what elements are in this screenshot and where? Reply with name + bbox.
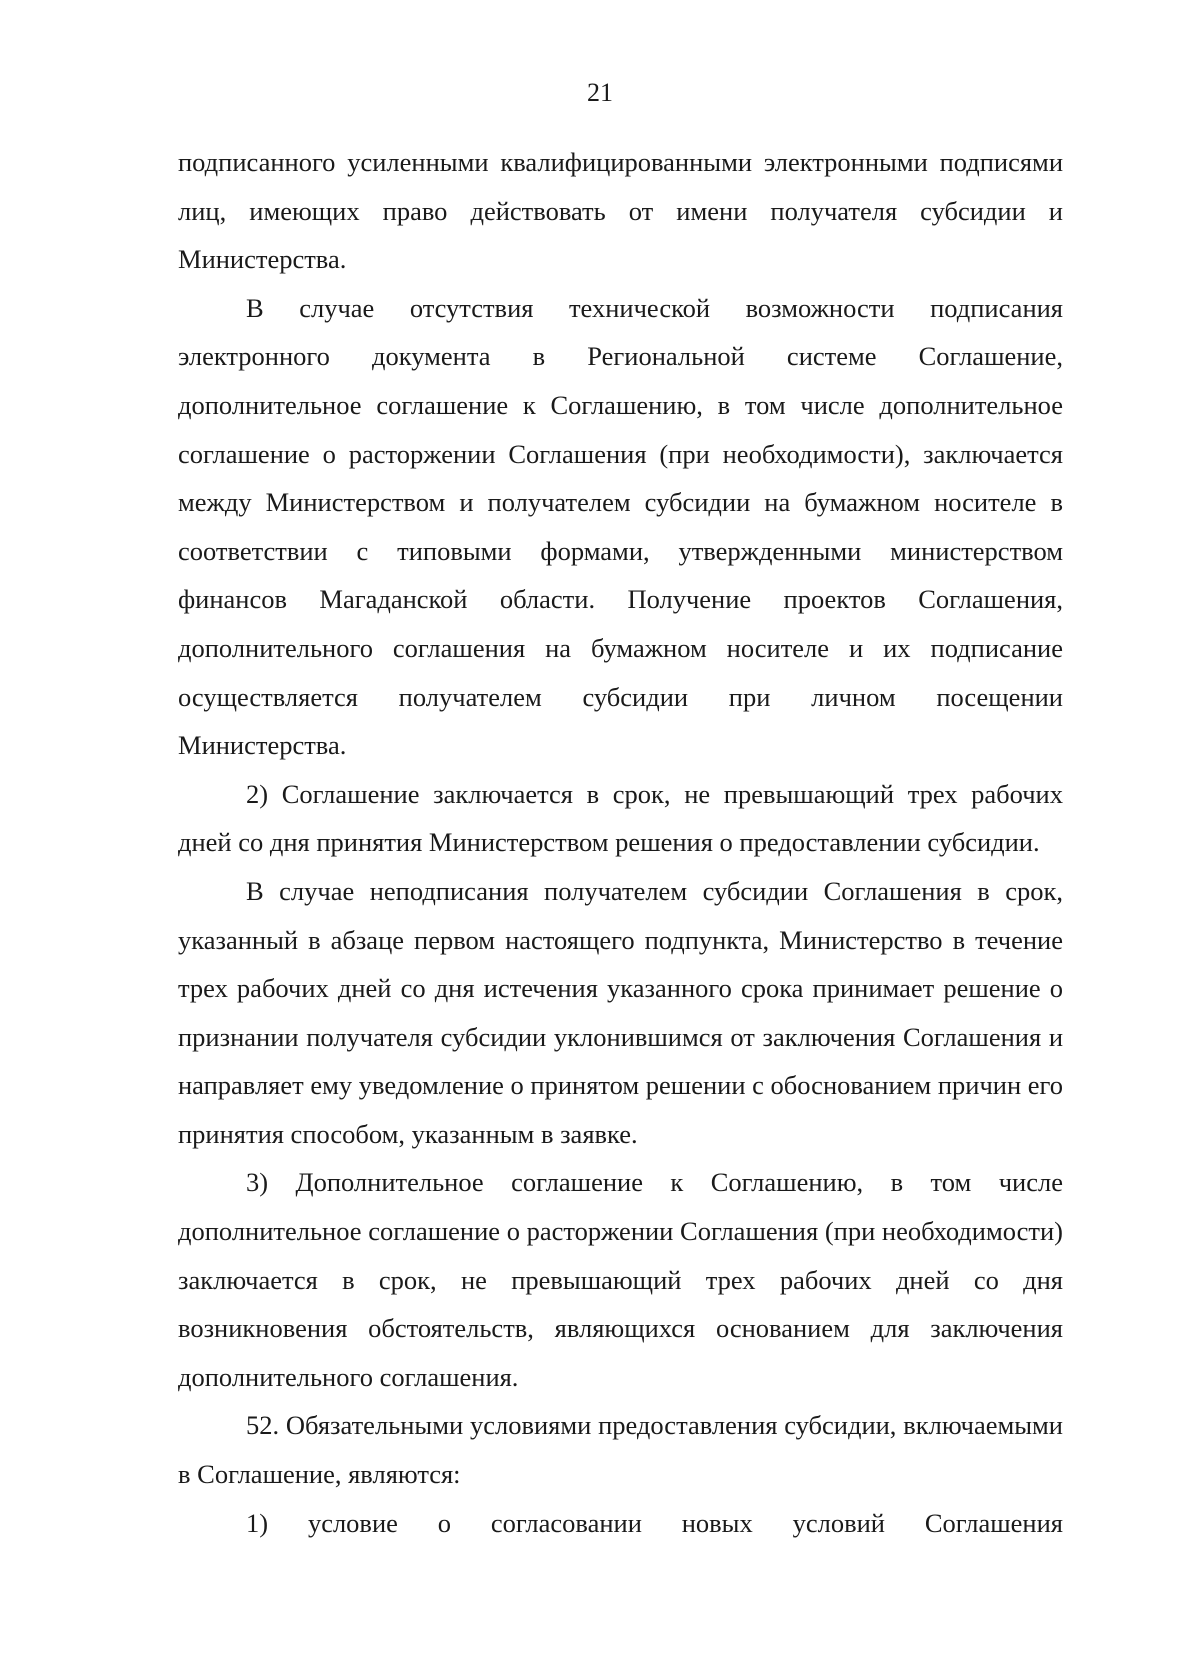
paragraph-non-signing: В случае неподписания получателем субсидии Соглашения в срок, указанный в абзаце первом настоящего подпункта, Министерство в течение трех рабочих дней со дня истечения указанного срока принимает решение о признании получателя субсидии уклонившимся от заключения Соглашения и направляет ему уведомление о принятом решении с обоснованием причин его принятия способом, указанным в заявке. [178,875,1063,1149]
document-body [178,138,1063,1547]
paragraph-continuation: подписанного усиленными квалифицированными электронными подписями лиц, имеющих право действовать от имени получателя субсидии и Министерства. [178,147,1063,275]
page-number: 21 [587,78,613,107]
paragraph-section-52: 52. Обязательными условиями предоставления субсидии, включаемыми в Соглашение, являются: [178,1410,1063,1490]
paragraph-no-technical-possibility: В случае отсутствия технической возможности подписания электронного документа в Региональной системе Соглашение, дополнительное соглашение к Соглашению, в том числе дополнительное соглашение о расторжении Соглашения (при необходимости), заключается между Министерством и получателем субсидии на бумажном носителе в соответствии с типовыми формами, утвержденными министерством финансов Магаданской области. Получение проектов Соглашения, дополнительного соглашения на бумажном носителе и их подписание осуществляется получателем субсидии при личном посещении Министерства. [178,292,1063,761]
paragraph-item-3: 3) Дополнительное соглашение к Соглашению, в том числе дополнительное соглашение о расторжении Соглашения (при необходимости) заключается в срок, не превышающий трех рабочих дней со дня возникновения обстоятельств, являющихся основанием для заключения дополнительного соглашения. [178,1167,1063,1392]
paragraph-condition-1: 1) условие о согласовании новых условий Соглашения [246,1507,1063,1538]
paragraph-item-2: 2) Соглашение заключается в срок, не превышающий трех рабочих дней со дня принятия Министерством решения о предоставлении субсидии. [178,778,1063,858]
